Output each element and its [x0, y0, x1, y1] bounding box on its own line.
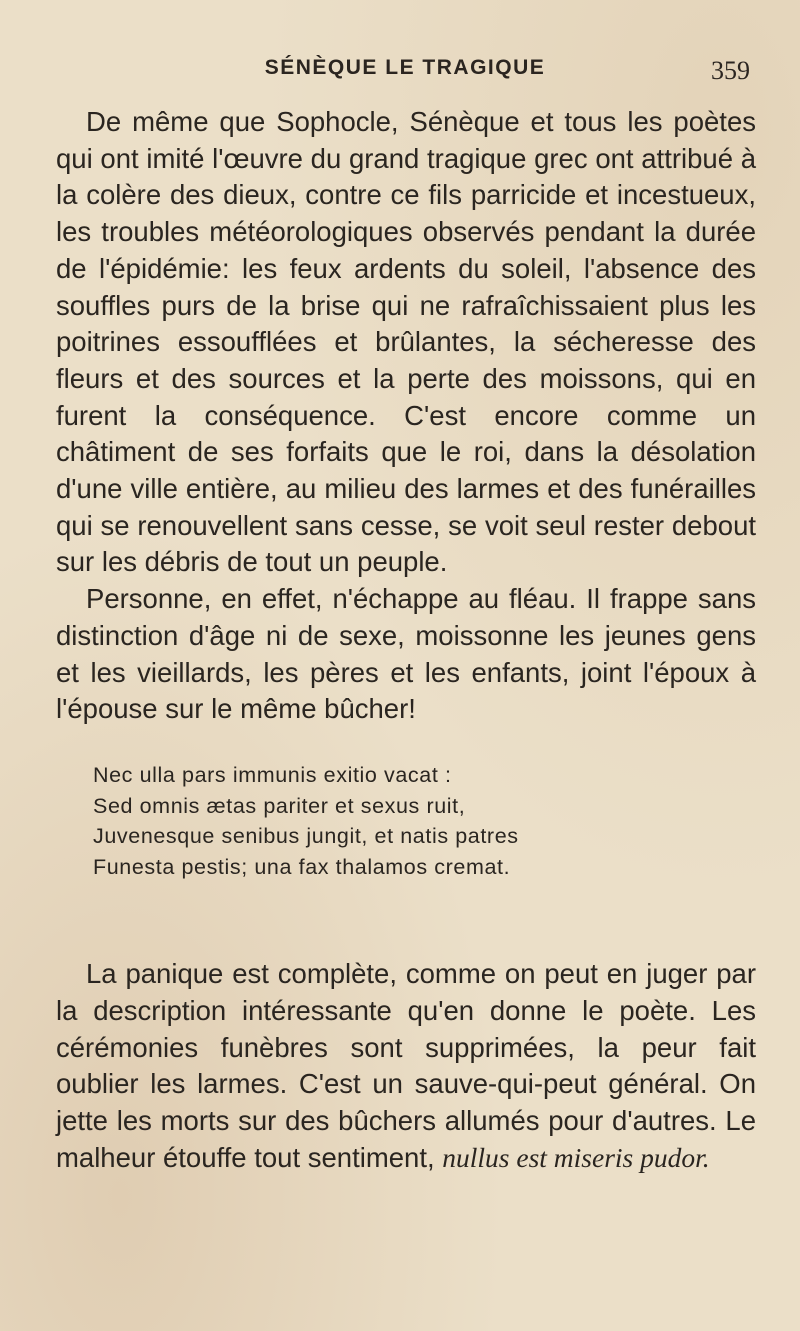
quote-line: Funesta pestis; una fax thalamos cremat. — [93, 854, 511, 879]
quote-line: Juvenesque senibus jungit, et natis patres — [93, 824, 519, 848]
paragraph-2: Personne, en effet, n'échappe au fléau. Il frappe sans distinction d'âge ni de sexe, moissonne les jeunes gens et les vieillards, les pères et les enfants, joint l'époux à l'épouse sur le même bûcher! — [56, 583, 756, 725]
latin-quote — [93, 760, 733, 882]
closing-text — [56, 956, 756, 1177]
quote-line: Sed omnis ætas pariter et sexus ruit, — [93, 793, 466, 818]
main-text — [56, 104, 756, 728]
paragraph-3 — [56, 956, 756, 1177]
running-title: SÉNÈQUE LE TRAGIQUE — [264, 56, 546, 79]
italic-latin-phrase: nullus est miseris pudor. — [442, 1141, 710, 1173]
page-number: 359 — [711, 56, 750, 85]
paragraph-1: De même que Sophocle, Sénèque et tous les poètes qui ont imité l'œuvre du grand tragique grec ont attribué à la colère des dieux, contre ce fils parricide et incestueux, les troubles météorologiques observés pendant la durée de l'épidémie: les feux ardents du soleil, l'absence des souffles purs de la brise qui ne rafraîchissaient plus les poitrines essoufflées et brûlantes, la sécheresse des fleurs et des sources et la perte des moissons, qui en furent la conséquence. C'est encore comme un châtiment de ses forfaits que le roi, dans la désolation d'une ville entière, au milieu des larmes et des funérailles qui se renouvellent sans cesse, se voit seul rester debout sur les débris de tout un peuple. — [56, 106, 756, 578]
quote-line: Nec ulla pars immunis exitio vacat : — [93, 763, 452, 787]
paragraph-3-text: La panique est complète, comme on peut en juger par la description intéressante qu'en donne le poète. Les cérémonies funèbres sont supprimées, la peur fait oublier les larmes. C'est un sauve-qui-peut général. On jette les morts sur des bûchers allumés pour d'autres. Le malheur étouffe tout sentiment, — [56, 958, 756, 1173]
page-header — [60, 56, 750, 90]
